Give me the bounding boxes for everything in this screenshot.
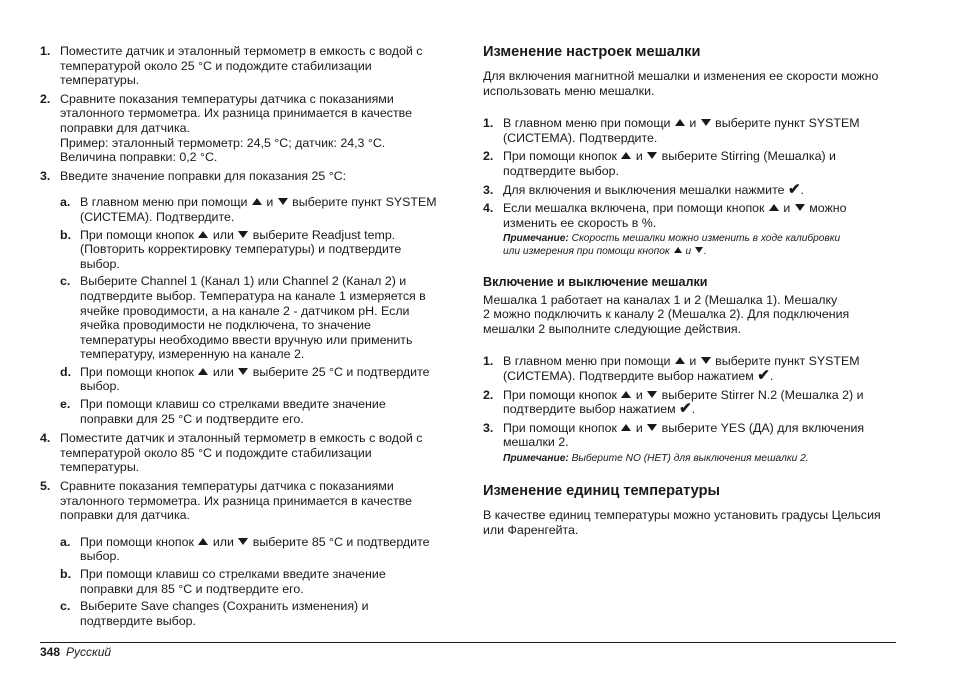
right-column xyxy=(483,44,897,542)
step-number: 5. xyxy=(40,479,51,494)
note-stirrer-off: Примечание: Выберите NO (НЕТ) для выключения мешалки 2. xyxy=(503,452,809,464)
down-arrow-icon xyxy=(647,424,657,431)
step-number: 3. xyxy=(40,168,51,183)
checkmark-icon: ✔ xyxy=(757,366,770,384)
substeps-3 xyxy=(60,195,450,426)
page-number: 348 xyxy=(40,645,61,659)
step-number: 4. xyxy=(40,431,51,446)
substep-5a: a. При помощи кнопок или выберите 85 °C и подтвердите выбор. xyxy=(60,534,430,564)
substep-3b: b. При помощи кнопок или выберите Readjust temp. (Повторить корректировку температуры) и подтвердите выбор. xyxy=(60,227,402,271)
up-arrow-icon xyxy=(198,538,208,545)
up-arrow-icon xyxy=(675,119,685,126)
step-number: 1. xyxy=(40,44,51,58)
substep-3a: a. В главном меню при помощи и выберите пункт SYSTEM (СИСТЕМА). Подтвердите. xyxy=(60,195,437,224)
stirrer-step-1: 1. В главном меню при помощи и выберите пункт SYSTEM (СИСТЕМА). Подтвердите. xyxy=(483,116,860,145)
stirrer-step-2: 2. При помощи кнопок и выберите Stirring (Мешалка) и подтвердите выбор. xyxy=(483,149,836,178)
down-arrow-icon xyxy=(695,247,703,253)
units-paragraph: В качестве единиц температуры можно установить градусы Цельсия или Фаренгейта. xyxy=(483,508,881,538)
substep-5b: b. При помощи клавиш со стрелками введите значение поправки для 85 °C и подтвердите его. xyxy=(60,567,386,596)
substep-3e: e. При помощи клавиш со стрелками введите значение поправки для 25 °C и подтвердите его. xyxy=(60,397,386,426)
onoff-step-3: 3. При помощи кнопок и выберите YES (ДА) для включения мешалки 2. Примечание: Выберите NO (НЕТ) для выключения мешалки 2. xyxy=(483,421,897,466)
step-4: 4. Поместите датчик и эталонный термометр в емкость с водой с температурой около 85 °C и подождите стабилизации температуры. xyxy=(40,431,423,475)
onoff-paragraph: Мешалка 1 работает на каналах 1 и 2 (Мешалка 1). Мешалку 2 можно подключить к каналу 2 (Мешалка 2). Для подключения мешалки 2 выполните следующие действия. xyxy=(483,292,850,336)
up-arrow-icon xyxy=(198,368,208,375)
step-1: 1. Поместите датчик и эталонный термометр в емкость с водой с температурой около 25 °C и подождите стабилизации температуры. xyxy=(40,44,423,88)
heading-temperature-units: Изменение единиц температуры xyxy=(483,483,720,500)
up-arrow-icon xyxy=(674,247,682,253)
substep-5c: c. Выберите Save changes (Сохранить изменения) и подтвердите выбор. xyxy=(60,599,369,628)
down-arrow-icon xyxy=(238,231,248,238)
stirrer-intro: Для включения магнитной мешалки и изменения ее скорости можно использовать меню мешалки. xyxy=(483,69,879,98)
up-arrow-icon xyxy=(621,152,631,159)
up-arrow-icon xyxy=(769,204,779,211)
stirrer-step-4: 4. Если мешалка включена, при помощи кнопок и можно изменить ее скорость в %. Примечание: Скорость мешалки можно изменить в ходе калибровки или измерения при помощи кнопок и . xyxy=(483,201,897,258)
down-arrow-icon xyxy=(701,119,711,126)
heading-stirrer-settings: Изменение настроек мешалки xyxy=(483,44,701,60)
checkmark-icon: ✔ xyxy=(787,180,801,198)
down-arrow-icon xyxy=(795,204,805,211)
language-label: Русский xyxy=(66,645,112,659)
down-arrow-icon xyxy=(278,198,288,205)
step-2: 2. Сравните показания температуры датчика с показаниями эталонного термометра. Их разница принимается в качестве поправки для датчика. Пример: эталонный термометр: 24,5 °C; датчик: 24,3 °C. Величина поправки: 0,2 °C. xyxy=(40,91,412,165)
note-stirrer-speed: Примечание: Скорость мешалки можно изменить в ходе калибровки или измерения при помощи кнопок и . xyxy=(503,233,841,257)
down-arrow-icon xyxy=(647,391,657,398)
stirrer-step-3: 3. Для включения и выключения мешалки нажмите ✔. xyxy=(483,180,804,198)
up-arrow-icon xyxy=(621,424,631,431)
down-arrow-icon xyxy=(701,357,711,364)
left-column xyxy=(40,44,450,633)
substep-3d: d. При помощи кнопок или выберите 25 °C и подтвердите выбор. xyxy=(60,364,430,394)
heading-stirrer-onoff: Включение и выключение мешалки xyxy=(483,274,708,289)
up-arrow-icon xyxy=(621,391,631,398)
onoff-step-2: 2. При помощи кнопок и выберите Stirrer N.2 (Мешалка 2) и подтвердите выбор нажатием ✔. xyxy=(483,387,864,418)
up-arrow-icon xyxy=(198,231,208,238)
substep-3c: c. Выберите Channel 1 (Канал 1) или Channel 2 (Канал 2) и подтвердите выбор. Температура на канале 1 измеряется в ячейке проводимости, а на канале 2 - датчиком pH. Если ячейка проводимости не подключена, то значение температуры необходимо ввести вручную или применить температуру, измеренную на канале 2. xyxy=(60,274,426,362)
up-arrow-icon xyxy=(252,198,262,205)
substeps-5 xyxy=(60,535,450,629)
down-arrow-icon xyxy=(238,538,248,545)
page-footer xyxy=(40,642,896,659)
onoff-step-1: 1. В главном меню при помощи и выберите пункт SYSTEM (СИСТЕМА). Подтвердите выбор нажатием ✔. xyxy=(483,354,860,384)
step-5: 5. Сравните показания температуры датчика с показаниями эталонного термометра. Их разница принимается в качестве поправки для датчика. a. При помощи кнопок или выберите 85 °C и подтвердите выбор. b. При помощи клавиш со стрелками введите значение поправки для 85 °C и подтвердите его. c. Выберите Save changes (Сохранить изменения) и подтвердите выбор. xyxy=(40,479,450,628)
down-arrow-icon xyxy=(238,368,248,375)
step-number: 2. xyxy=(40,91,51,106)
step-3: 3. Введите значение поправки для показания 25 °C: a. В главном меню при помощи и выберите пункт SYSTEM (СИСТЕМА). Подтвердите. b. При помощи кнопок или выберите Readjust temp. (Повторить корректировку температуры) и подтвердите выбор. c. Выберите Channel 1 (Канал 1) или Channel 2 (Канал 2) и подтвердите выбор. Температура на канале 1 измеряется в ячейке проводимости, а на канале 2 - датчиком pH. Если ячейка проводимости не подключена, то значение температуры необходимо ввести вручную или применить температуру, измеренную на канале 2. d. При помощи кнопок или выберите 25 °C и подтвердите выбор. e. При помощи клавиш со стрелками введите значение поправки для 25 °C и подтвердите его. xyxy=(40,169,450,427)
up-arrow-icon xyxy=(675,357,685,364)
down-arrow-icon xyxy=(647,152,657,159)
checkmark-icon: ✔ xyxy=(679,400,692,418)
